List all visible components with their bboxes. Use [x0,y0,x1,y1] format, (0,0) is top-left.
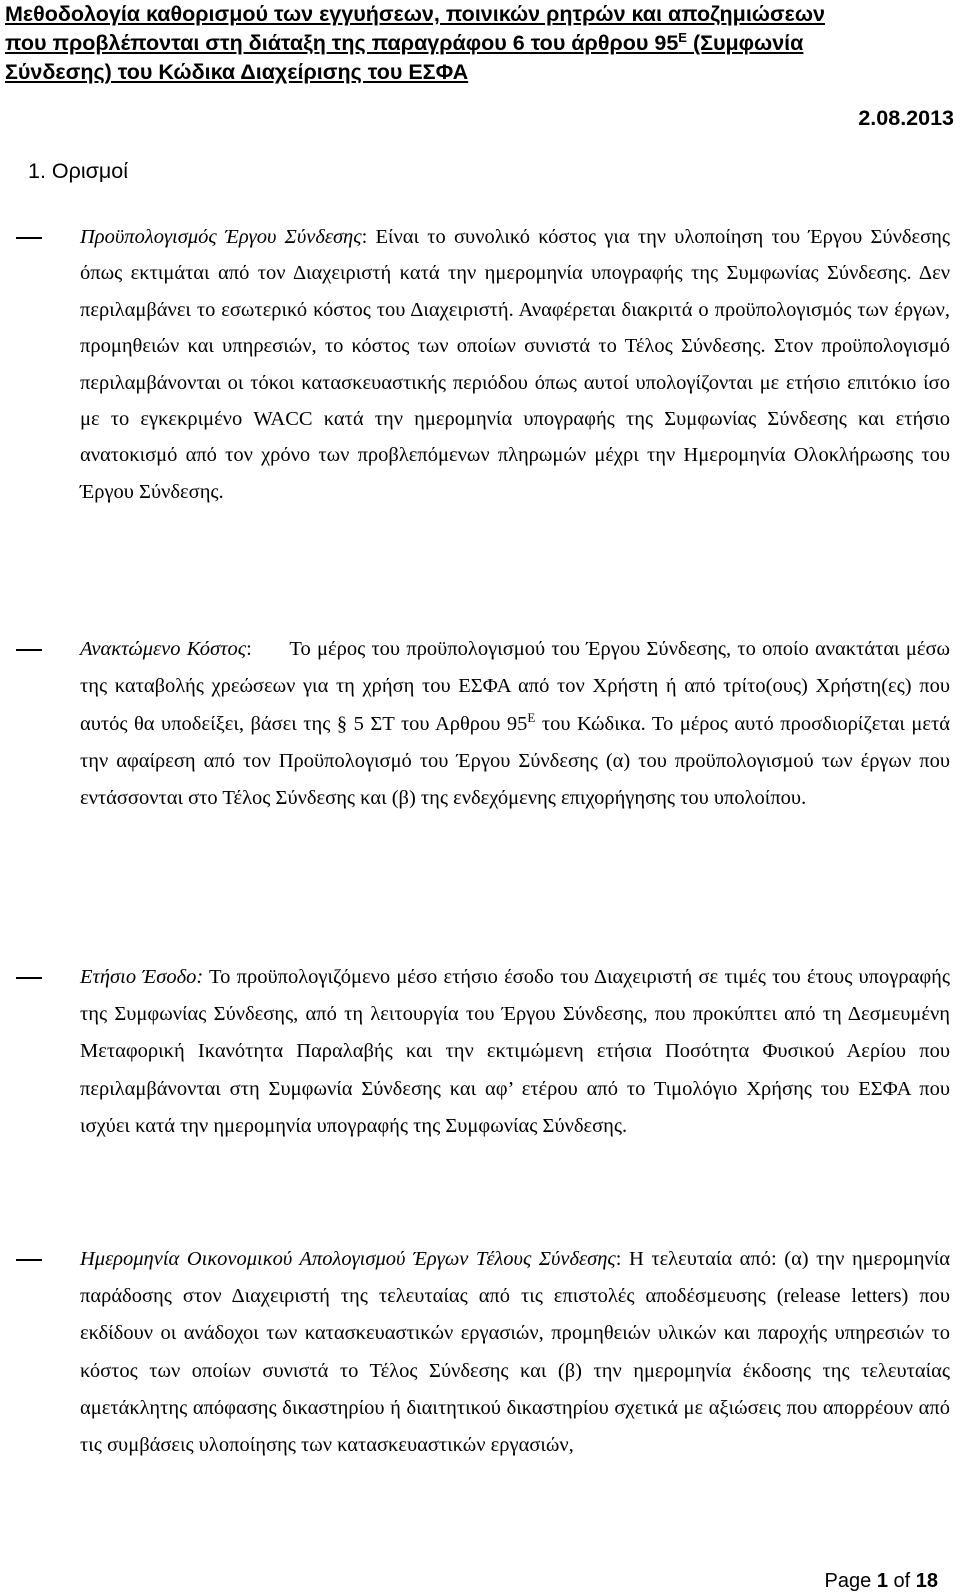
definition-term: Προϋπολογισμός Έργου Σύνδεσης [80,226,362,248]
total-pages-number: 18 [915,1570,938,1592]
bullet-dash [16,649,42,651]
title-line-3: Σύνδεσης) του Κώδικα Διαχείρισης του ΕΣΦΑ [5,60,469,84]
bullet-dash [16,237,42,239]
definition-item [80,959,950,1145]
definition-term: Ετήσιο Έσοδο: [80,966,204,988]
definition-body [80,631,950,817]
title-line-2: που προβλέπονται στη διάταξη της παραγράφου 6 του άρθρου 95 [5,31,679,55]
article-superscript: Ε [527,709,536,725]
document-date: 2.08.2013 [858,106,954,130]
definition-item [80,219,950,510]
section-heading: 1. Ορισμοί [28,159,129,183]
definition-item [80,1241,950,1464]
title-superscript: Ε [678,29,687,45]
bullet-dash [16,1259,42,1261]
document-title [5,0,955,87]
definition-term: Ανακτώμενο Κόστος [80,638,247,660]
bullet-dash [16,977,42,979]
page-word: Page [824,1570,872,1592]
definition-body [80,959,950,1145]
page-footer [825,1568,938,1594]
definition-item [80,631,950,817]
definition-text: : Είναι το συνολικό κόστος για την υλοποίηση του Έργου Σύνδεσης όπως εκτιμάται από τον Διαχειριστή κατά την ημερομηνία υπογραφής της Συμφωνίας Σύνδεσης. Δεν περιλαμβάνει το εσωτερικό κόστος του Διαχειριστή. Αναφέρεται διακριτά ο προϋπολογισμός των έργων, προμηθειών και υπηρεσιών, το κόστος των οποίων συνιστά το Τέλος Σύνδεσης. Στον προϋπολογισμό περιλαμβάνονται οι τόκοι κατασκευαστικής περιόδου όπως αυτοί υπολογίζονται με ετήσιο επιτόκιο ίσο με το εγκεκριμένο WACC κατά την ημερομηνία υπογραφής της Συμφωνίας Σύνδεσης και ετήσιο ανατοκισμό από τον χρόνο των προβλεπόμενων πληρωμών μέχρι την Ημερομηνία Ολοκλήρωσης του Έργου Σύνδεσης. [80,226,951,503]
title-line-2-end: (Συμφωνία [686,31,804,55]
definition-text: : Το μέρος του προϋπολογισμού του Έργου Σύνδεσης, το οποίο ανακτάται μέσω της καταβολής χρεώσεων για τη χρήση του ΕΣΦΑ από τον Χρήστη ή από τρίτο(ους) Χρήστη(ες) που αυτός θα υποδείξει, βάσει της § 5 ΣΤ του Αρθρου 95 [80,638,950,735]
definition-text-end: του Κώδικα. Το μέρος αυτό προσδιορίζεται μετά την αφαίρεση από τον Προϋπολογισμό του Έργου Σύνδεσης (α) του προϋπολογισμού των έργων που εντάσσονται στο Τέλος Σύνδεσης και (β) της ενδεχόμενης επιχορήγησης του υπολοίπου. [80,712,950,810]
of-word: of [893,1570,911,1592]
definition-text: Το προϋπολογιζόμενο μέσο ετήσιο έσοδο του Διαχειριστή σε τιμές του έτους υπογραφής της Συμφωνίας Σύνδεσης, από τη λειτουργία του Έργου Σύνδεσης, που προκύπτει από τη Δεσμευμένη Μεταφορική Ικανότητα Παραλαβής και την εκτιμώμενη ετήσια Ποσότητα Φυσικού Αερίου που περιλαμβάνονται στη Συμφωνία Σύνδεσης και αφ’ ετέρου από το Τιμολόγιο Χρήσης του ΕΣΦΑ που ισχύει κατά την ημερομηνία υπογραφής της Συμφωνίας Σύνδεσης. [80,966,950,1137]
current-page-number: 1 [876,1570,888,1592]
title-line-1: Μεθοδολογία καθορισμού των εγγυήσεων, ποινικών ρητρών και αποζημιώσεων [5,2,826,26]
definition-body [80,1241,950,1464]
definition-term: Ημερομηνία Οικονομικού Απολογισμού Έργων Τέλους Σύνδεσης [80,1248,616,1270]
definition-body [80,219,950,510]
definition-text: : Η τελευταία από: (α) την ημερομηνία παράδοσης στον Διαχειριστή της τελευταίας από τις επιστολές αποδέσμευσης (release letters) που εκδίδουν οι ανάδοχοι των κατασκευαστικών εργασιών, προμηθειών υλικών και παροχής υπηρεσιών το κόστος των οποίων συνιστά το Τέλος Σύνδεσης και (β) την ημερομηνία έκδοσης της τελευταίας αμετάκλητης απόφασης δικαστηρίου ή διαιτητικού δικαστηρίου σχετικά με αξιώσεις που απορρέουν από τις συμβάσεις υλοποίησης των κατασκευαστικών εργασιών, [80,1248,950,1457]
